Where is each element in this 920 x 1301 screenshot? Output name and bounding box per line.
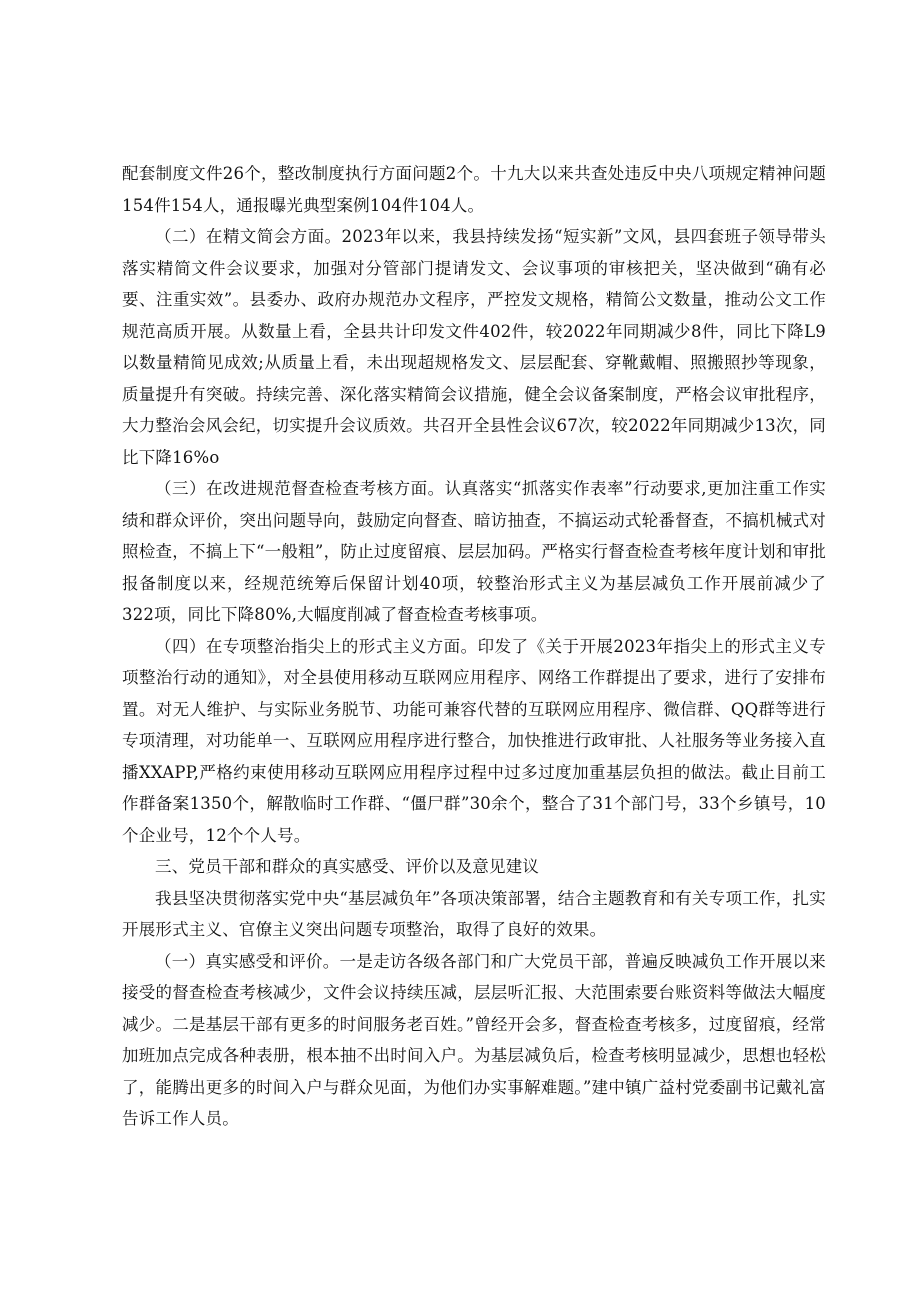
paragraph-section-intro: 我县坚决贯彻落实党中央“基层减负年”各项决策部署，结合主题教育和有关专项工作，扎实开展形式主义、官僚主义突出问题专项整治，取得了良好的效果。: [122, 888, 826, 939]
document-body: [122, 158, 826, 1135]
paragraph-fingertip-formalism: （四）在专项整治指尖上的形式主义方面。印发了《关于开展2023年指尖上的形式主义专项整治行动的通知》，对全县使用移动互联网应用程序、网络工作群提出了要求，进行了安排布置。对无人维护、与实际业务脱节、功能可兼容代替的互联网应用程序、微信群、QQ群等进行专项清理，对功能单一、互联网应用程序进行整合，加快推进行政审批、人社服务等业务接入直播XXAPP,严格约束使用移动互联网应用程序过程中过多过度加重基层负担的做法。截止目前工作群备案1350个，解散临时工作群、“僵尸群”30余个，整合了31个部门号，33个乡镇号，10个企业号，12个个人号。: [122, 636, 826, 845]
paragraph-continuation: 配套制度文件26个，整改制度执行方面问题2个。十九大以来共查处违反中央八项规定精神问题154件154人，通报曝光典型案例104件104人。: [122, 164, 826, 215]
paragraph-supervision-inspection: （三）在改进规范督查检查考核方面。认真落实“抓落实作表率”行动要求,更加注重工作实绩和群众评价，突出问题导向，鼓励定向督查、暗访抽查，不搞运动式轮番督查，不搞机械式对照检查，不搞上下“一般粗”，防止过度留痕、层层加码。严格实行督查检查考核年度计划和审批报备制度以来，经规范统筹后保留计划40项，较整治形式主义为基层减负工作开展前减少了322项，同比下降80%,大幅度削减了督查检查考核事项。: [122, 479, 826, 624]
paragraph-simplify-documents-meetings: （二）在精文简会方面。2023年以来，我县持续发扬“短实新”文风，县四套班子领导带头落实精简文件会议要求，加强对分管部门提请发文、会议事项的审核把关，坚决做到“确有必要、注重实效”。县委办、政府办规范办文程序，严控发文规格，精简公文数量，推动公文工作规范高质开展。从数量上看，全县共计印发文件402件，较2022年同期减少8件，同比下降L9以数量精简见成效;从质量上看，未出现超规格发文、层层配套、穿靴戴帽、照搬照抄等现象，质量提升有突破。持续完善、深化落实精简会议措施，健全会议备案制度，严格会议审批程序，大力整治会风会纪，切实提升会议质效。共召开全县性会议67次，较2022年同期减少13次，同比下降16%o: [122, 227, 826, 467]
paragraph-real-feelings: （一）真实感受和评价。一是走访各级各部门和广大党员干部，普遍反映减负工作开展以来接受的督查检查考核减少，文件会议持续压减，层层听汇报、大范围索要台账资料等做法大幅度减少。二是基层干部有更多的时间服务老百姓。”曾经开会多，督查检查考核多，过度留痕，经常加班加点完成各种表册，根本抽不出时间入户。为基层减负后，检查考核明显减少，思想也轻松了，能腾出更多的时间入户与群众见面，为他们办实事解难题。”建中镇广益村党委副书记戴礼富告诉工作人员。: [122, 951, 826, 1128]
section-heading-feedback: 三、党员干部和群众的真实感受、评价以及意见建议: [155, 857, 540, 876]
